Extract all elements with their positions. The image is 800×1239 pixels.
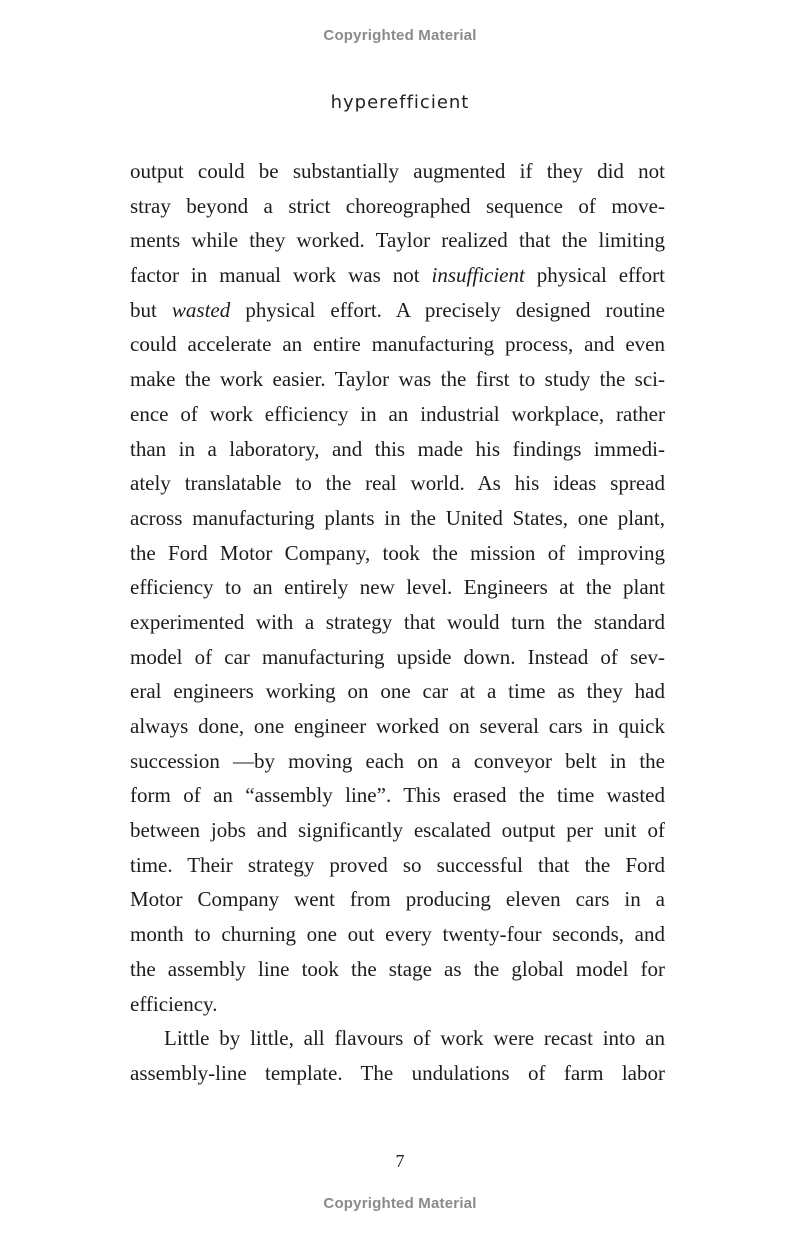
text-line: succession —by moving each on a conveyor belt in the (130, 748, 665, 773)
text-line: assembly-line template. The undulations of farm labor (130, 1060, 665, 1085)
text-line: form of an “assembly line”. This erased the time wasted (130, 783, 665, 808)
text-line: the assembly line took the stage as the global model for (130, 956, 665, 981)
italic-word-wasted: wasted (171, 297, 231, 322)
text-line (130, 293, 665, 328)
copyright-watermark-top: Copyrighted Material (323, 27, 477, 44)
text-line: ments while they worked. Taylor realized that the limiting (130, 228, 665, 253)
text-line: ately translatable to the real world. As his ideas spread (130, 471, 665, 496)
text-line: time. Their strategy proved so successful that the Ford (130, 852, 665, 877)
text-line: stray beyond a strict choreographed sequence of move- (130, 193, 665, 218)
text-segment: physical effort. A precisely designed routine (230, 297, 665, 322)
text-line: always done, one engineer worked on several cars in quick (130, 714, 665, 738)
text-segment: physical effort (524, 263, 665, 288)
text-line: month to churning one out every twenty-four seconds, and (130, 922, 665, 947)
text-line: efficiency. (130, 991, 218, 1016)
text-line: make the work easier. Taylor was the first to study the sci- (130, 367, 665, 392)
text-line: could accelerate an entire manufacturing process, and even (130, 332, 665, 357)
text-line: model of car manufacturing upside down. Instead of sev- (130, 644, 665, 669)
text-line: across manufacturing plants in the United States, one plant, (130, 505, 665, 530)
page-number: 7 (395, 1151, 405, 1171)
paragraph-start-line: Little by little, all flavours of work were recast into an (164, 1026, 665, 1051)
text-segment: factor in manual work was not (130, 263, 432, 288)
text-line: than in a laboratory, and this made his findings immedi- (130, 436, 665, 461)
text-line: the Ford Motor Company, took the mission of improving (130, 540, 665, 565)
text-line: ence of work efficiency in an industrial workplace, rather (130, 401, 665, 426)
text-line: between jobs and significantly escalated output per unit of (130, 818, 665, 843)
body-text (130, 154, 665, 1091)
text-line: Motor Company went from producing eleven cars in a (130, 887, 665, 912)
text-line: eral engineers working on one car at a time as they had (130, 679, 665, 704)
text-line: efficiency to an entirely new level. Engineers at the plant (130, 575, 665, 600)
running-head: hyperefficient (330, 92, 470, 113)
text-line (130, 258, 665, 293)
text-segment: but (130, 297, 172, 322)
text-line: experimented with a strategy that would turn the standard (130, 609, 665, 634)
copyright-watermark-bottom: Copyrighted Material (323, 1195, 477, 1212)
text-line: output could be substantially augmented if they did not (130, 159, 665, 183)
italic-word-insufficient: insufficient (431, 263, 525, 288)
